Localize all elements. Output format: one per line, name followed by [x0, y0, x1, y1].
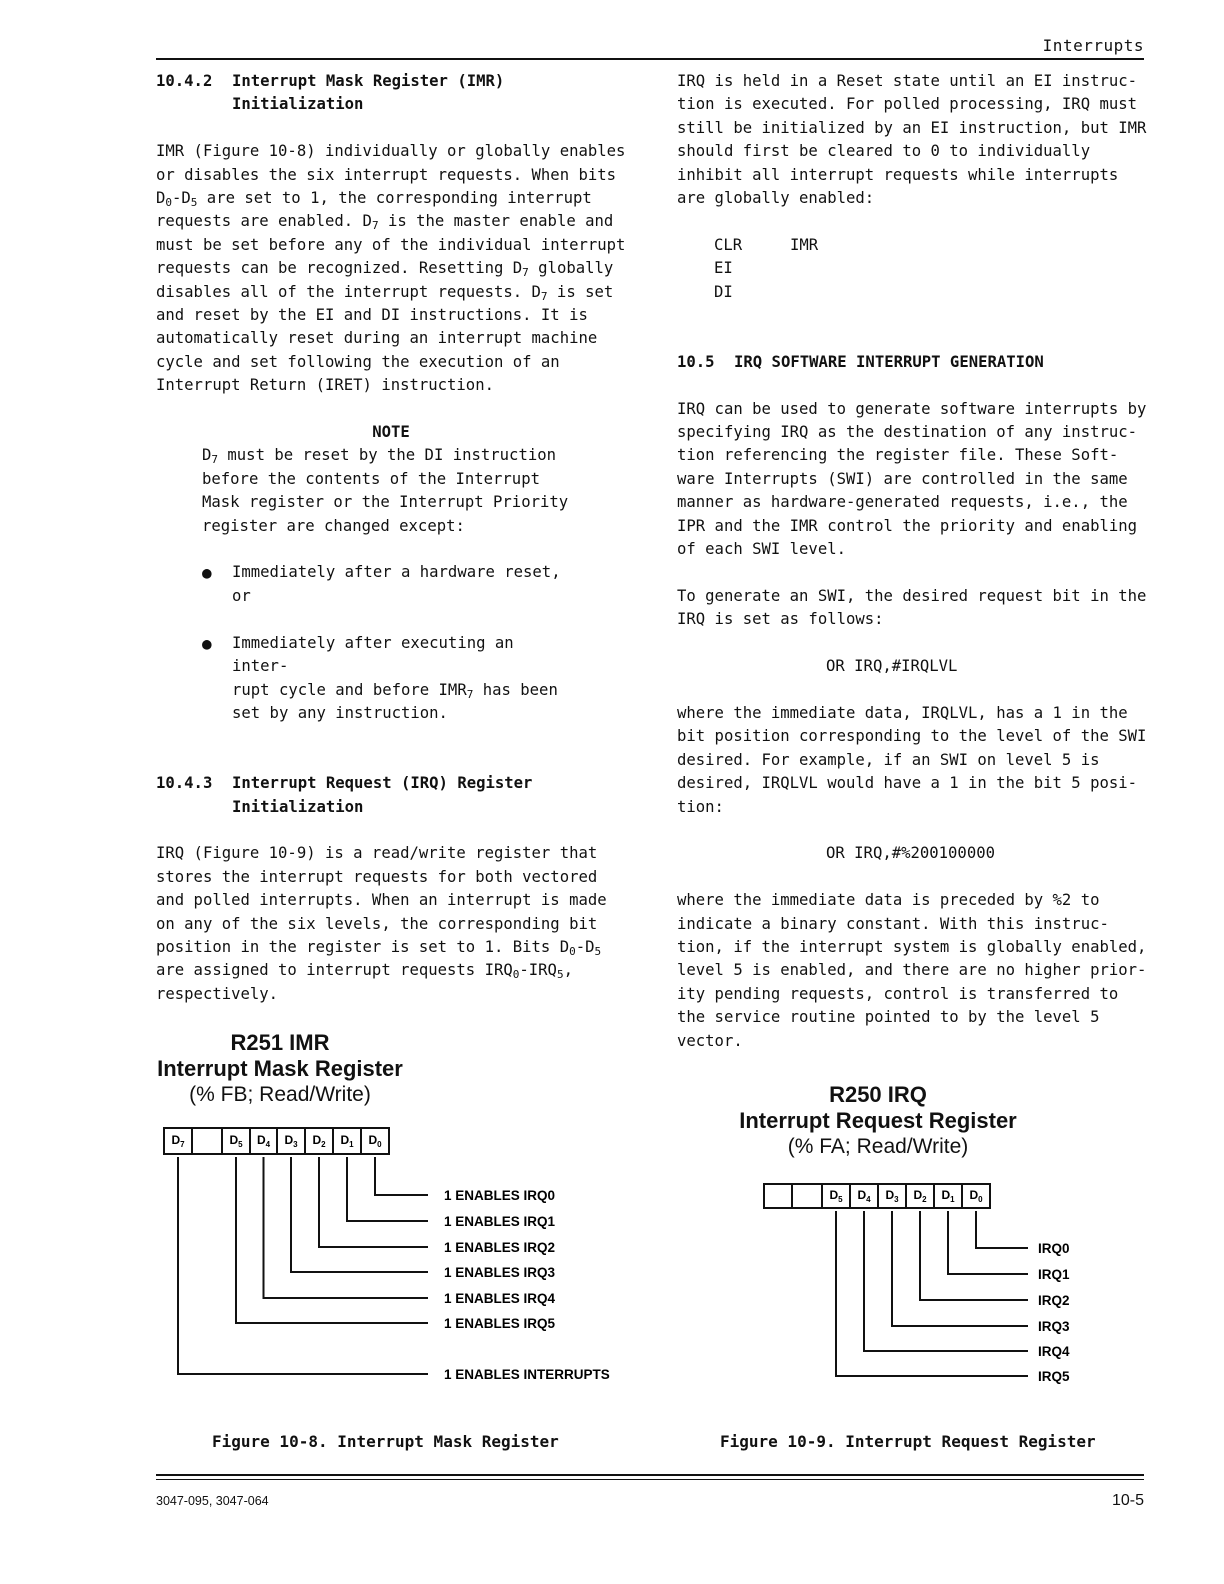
- bit-description: 1 ENABLES IRQ5: [444, 1316, 556, 1331]
- text-line: bit position corresponding to the level of the SWI: [677, 727, 1147, 746]
- bit-cell-label: $D_1$: [941, 1188, 955, 1204]
- bit-cell-label: $D_2$: [913, 1188, 927, 1204]
- text-line: tion:: [677, 797, 724, 816]
- text-line: or disables the six interrupt requests. When bits: [156, 165, 617, 184]
- bit-cell-label: $D_0$: [368, 1133, 382, 1149]
- code-block-clear: [677, 234, 1149, 304]
- bullet-dot-icon: ●: [202, 563, 212, 583]
- text-line: ware Interrupts (SWI) are controlled in the same: [677, 469, 1128, 488]
- text-line: IRQ can be used to generate software interrupts by: [677, 399, 1147, 418]
- code-or-irqlvl: OR IRQ,#IRQLVL: [826, 657, 958, 676]
- fig9-bit-diagram: [756, 1176, 1076, 1391]
- code-line: DI: [714, 282, 733, 301]
- bit-description: 1 ENABLES IRQ4: [444, 1291, 556, 1306]
- fig8-caption: Figure 10-8. Interrupt Mask Register: [212, 1432, 559, 1451]
- text-line: indicate a binary constant. With this instruc-: [677, 914, 1109, 933]
- bit-cell-label: $D_0$: [969, 1188, 983, 1204]
- section-title: Interrupt Mask Register (IMR): [232, 72, 505, 90]
- text-line: register are changed except:: [202, 516, 465, 535]
- header-rule: [156, 58, 1144, 60]
- left-column: [156, 70, 626, 1006]
- text-line: automatically reset during an interrupt machine: [156, 329, 598, 348]
- bit-cell-label: $D_1$: [340, 1133, 354, 1149]
- bullet-text: set by any instruction.: [232, 703, 448, 722]
- fig9-register-address: (% FA; Read/Write): [787, 1135, 969, 1158]
- text-line: To generate an SWI, the desired request bit in the: [677, 586, 1147, 605]
- fig9-register-name: R250 IRQ: [829, 1082, 927, 1107]
- bit-description: IRQ3: [1038, 1319, 1070, 1334]
- text-line: before the contents of the Interrupt: [202, 469, 540, 488]
- bit-description: IRQ1: [1038, 1267, 1070, 1282]
- bullet-text: [232, 679, 578, 702]
- bullet-text: Immediately after executing an inter-: [232, 633, 514, 676]
- text-line: specifying IRQ as the destination of any instruc-: [677, 423, 1138, 442]
- irqlvl-paragraph: [677, 702, 1149, 819]
- bit-line: [291, 1157, 428, 1272]
- code-or-binary: OR IRQ,#%200100000: [826, 844, 995, 863]
- text-line: desired. For example, if an SWI on level 5 is: [677, 750, 1100, 769]
- fig9-bit-lines: [836, 1211, 1028, 1376]
- bit-line: [319, 1157, 428, 1247]
- bit-description: 1 ENABLES IRQ1: [444, 1214, 556, 1229]
- section-10-4-2-heading: [156, 70, 626, 117]
- text-line: tion referencing the register file. These Soft-: [677, 446, 1119, 465]
- fig8-register-cells: [164, 1128, 389, 1154]
- section-title: IRQ SOFTWARE INTERRUPT GENERATION: [734, 352, 1044, 371]
- bit-line: [892, 1211, 1028, 1326]
- bit-cell-label: $D_4$: [256, 1133, 271, 1149]
- irq-paragraph: [156, 842, 626, 1006]
- irq-reset-paragraph: [677, 70, 1149, 210]
- text-line: still be initialized by an EI instruction, but IMR: [677, 118, 1147, 137]
- fig8-title: [156, 1030, 404, 1108]
- text-line: cycle and set following the execution of an: [156, 352, 560, 371]
- bit-line: [264, 1157, 429, 1298]
- text-line: where the immediate data, IRQLVL, has a 1 in the: [677, 703, 1128, 722]
- swi-paragraph: [677, 398, 1149, 562]
- text-line: the service routine pointed to by the level 5: [677, 1008, 1100, 1027]
- bit-line: [178, 1157, 428, 1374]
- bit-description: IRQ4: [1038, 1344, 1070, 1359]
- text-line: respectively.: [156, 984, 279, 1003]
- text-line: and reset by the EI and DI instructions. It is: [156, 306, 588, 325]
- fig8-register-desc: Interrupt Mask Register: [157, 1056, 403, 1081]
- text-line: manner as hardware-generated requests, i.e., the: [677, 493, 1128, 512]
- bit-cell-label: $D_7$: [171, 1133, 185, 1149]
- document-numbers: 3047-095, 3047-064: [156, 1494, 269, 1508]
- text-line: level 5 is enabled, and there are no higher prior-: [677, 961, 1147, 980]
- text-line: where the immediate data is preceded by %2 to: [677, 891, 1100, 910]
- bit-description: 1 ENABLES IRQ2: [444, 1240, 556, 1255]
- text-line: IMR (Figure 10-8) individually or globally enables: [156, 142, 626, 161]
- note-title: NOTE: [372, 423, 410, 442]
- text-line: $D_7$ must be reset by the DI instruction: [202, 446, 556, 467]
- fig9-bit-labels: [1038, 1241, 1070, 1384]
- bit-line: [375, 1157, 428, 1195]
- bit-cell-label: $D_5$: [229, 1133, 243, 1149]
- fig8-register-address: (% FB; Read/Write): [189, 1083, 371, 1106]
- text-line: requests can be recognized. Resetting $D_7$ globally: [156, 259, 614, 280]
- text-line: ity pending requests, control is transferred to: [677, 984, 1119, 1003]
- text-line: tion, if the interrupt system is globally enabled,: [677, 937, 1147, 956]
- fig9-register-desc: Interrupt Request Register: [739, 1108, 1017, 1133]
- bit-line: [864, 1211, 1028, 1351]
- text-line: requests are enabled. $D_7$ is the master enable and: [156, 212, 614, 233]
- text-line: on any of the six levels, the corresponding bit: [156, 914, 598, 933]
- fig9-caption: Figure 10-9. Interrupt Request Register: [720, 1432, 1096, 1451]
- text-line: Mask register or the Interrupt Priority: [202, 493, 569, 512]
- text-line: IRQ (Figure 10-9) is a read/write register that: [156, 844, 598, 863]
- bit-description: IRQ2: [1038, 1293, 1070, 1308]
- bit-line: [920, 1211, 1028, 1300]
- fig9-register-cells: [764, 1184, 990, 1208]
- section-10-5-heading: [677, 351, 1149, 374]
- code-line: EI: [714, 259, 733, 278]
- text-line: and polled interrupts. When an interrupt is made: [156, 891, 607, 910]
- text-line: tion is executed. For polled processing, IRQ must: [677, 95, 1138, 114]
- fig8-register-name: R251 IMR: [230, 1030, 330, 1055]
- bit-description: 1 ENABLES IRQ0: [444, 1188, 556, 1203]
- bullet-dot-icon: ●: [202, 633, 212, 653]
- text-line: IPR and the IMR control the priority and enabling: [677, 516, 1138, 535]
- fig9-title: [730, 1082, 1026, 1160]
- binary-paragraph: [677, 889, 1149, 1053]
- bit-line: [948, 1211, 1028, 1274]
- bullet-text: Immediately after a hardware reset,: [232, 563, 561, 582]
- section-10-4-3-heading: [156, 772, 626, 819]
- text-line: disables all of the interrupt requests. $D_7$ is set: [156, 282, 614, 303]
- page-number: 10-5: [1111, 1492, 1144, 1509]
- text-line: are globally enabled:: [677, 189, 875, 208]
- section-number: 10.4.2: [156, 72, 213, 90]
- bit-cell-label: $D_3$: [284, 1133, 298, 1149]
- bullet-text: or: [232, 586, 251, 605]
- text-line: of each SWI level.: [677, 540, 846, 559]
- text-line: must be set before any of the individual interrupt: [156, 235, 626, 254]
- text-line: IRQ is held in a Reset state until an EI instruc-: [677, 72, 1138, 90]
- text-line: rupt cycle and before $IMR_7$ has been: [232, 680, 558, 701]
- text-line: desired, IRQLVL would have a 1 in the bit 5 posi-: [677, 774, 1138, 793]
- bit-cell-label: $D_2$: [312, 1133, 326, 1149]
- text-line: stores the interrupt requests for both vectored: [156, 867, 598, 886]
- fig8-bit-diagram: [150, 1120, 630, 1390]
- bit-cell-label: $D_3$: [885, 1188, 899, 1204]
- note-bullet-2: [202, 632, 578, 726]
- text-line: position in the register is set to 1. Bits $D_0-D_5$: [156, 937, 602, 958]
- text-line: are assigned to interrupt requests $IRQ_0-IRQ_5$,: [156, 961, 573, 982]
- section-title-line2: Initialization: [232, 95, 364, 114]
- text-line: IRQ is set as follows:: [677, 610, 884, 629]
- fig8-bit-lines: [178, 1157, 428, 1374]
- bit-description: 1 ENABLES IRQ3: [444, 1265, 556, 1280]
- bit-description: 1 ENABLES INTERRUPTS: [444, 1367, 610, 1382]
- bit-cell-label: $D_5$: [829, 1188, 843, 1204]
- text-line: inhibit all interrupt requests while interrupts: [677, 165, 1119, 184]
- text-line: vector.: [677, 1031, 743, 1050]
- bit-line: [347, 1157, 428, 1221]
- bit-description: IRQ0: [1038, 1241, 1070, 1256]
- note-bullet-1: [202, 561, 578, 608]
- right-column: [677, 70, 1149, 1053]
- section-title: Interrupt Request (IRQ) Register: [232, 774, 533, 793]
- running-header: Interrupts: [1042, 36, 1144, 55]
- footer-rule-2: [156, 1479, 1144, 1480]
- bit-cell-label: $D_4$: [857, 1188, 871, 1204]
- text-line: $D_0-D_5$ are set to 1, the corresponding interrupt: [156, 189, 592, 210]
- footer-rule: [156, 1474, 1144, 1476]
- section-number: 10.5: [677, 352, 715, 371]
- section-title-line2: Initialization: [232, 797, 364, 816]
- bit-line: [976, 1211, 1028, 1248]
- code-line: CLR IMR: [714, 235, 819, 254]
- text-line: Interrupt Return (IRET) instruction.: [156, 376, 494, 395]
- text-line: should first be cleared to 0 to individually: [677, 142, 1091, 161]
- section-number: 10.4.3: [156, 774, 213, 793]
- fig8-bit-labels: [444, 1188, 610, 1382]
- imr-paragraph: [156, 140, 626, 397]
- bit-description: IRQ5: [1038, 1369, 1070, 1384]
- swi-generate-paragraph: [677, 585, 1149, 632]
- note-block: [156, 421, 578, 725]
- note-text: [202, 444, 578, 538]
